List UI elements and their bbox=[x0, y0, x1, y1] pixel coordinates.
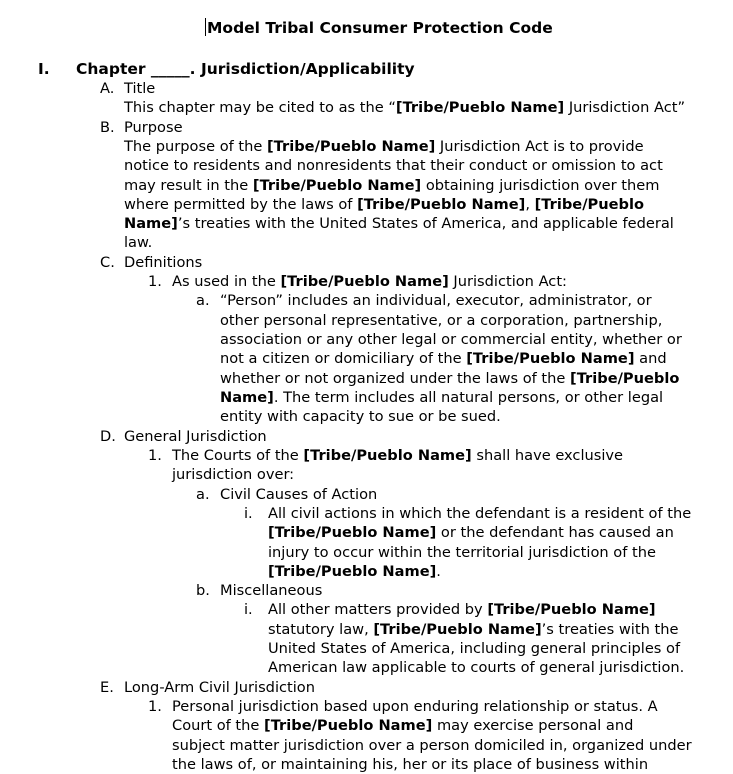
subheading-civil-causes: Civil Causes of Action bbox=[220, 486, 378, 503]
section-heading-purpose: Purpose bbox=[124, 119, 183, 136]
chapter-marker: I. bbox=[38, 60, 50, 78]
section-marker-c: C. bbox=[100, 254, 115, 271]
body-line: not a citizen or domiciliary of the [Tribe/Pueblo Name] and bbox=[220, 350, 667, 367]
body-line: association or any other legal or commercial entity, whether or bbox=[220, 331, 682, 348]
body-line: law. bbox=[124, 234, 153, 251]
item-marker-1: 1. bbox=[148, 447, 162, 464]
text-cursor bbox=[205, 18, 206, 36]
body-line: statutory law, [Tribe/Pueblo Name]’s treaties with the bbox=[268, 621, 679, 638]
body-line: subject matter jurisdiction over a person domiciled in, organized under bbox=[172, 737, 692, 754]
item-marker-b: b. bbox=[196, 582, 210, 599]
item-marker-i: i. bbox=[244, 601, 253, 618]
body-line: Personal jurisdiction based upon enduring relationship or status. A bbox=[172, 698, 658, 715]
body-line: As used in the [Tribe/Pueblo Name] Jurisdiction Act: bbox=[172, 273, 567, 290]
body-line: other personal representative, or a corporation, partnership, bbox=[220, 312, 663, 329]
body-line: Court of the [Tribe/Pueblo Name] may exercise personal and bbox=[172, 717, 634, 734]
section-heading-title: Title bbox=[124, 80, 156, 97]
item-marker-i: i. bbox=[244, 505, 253, 522]
chapter-heading: Chapter _____. Jurisdiction/Applicability bbox=[76, 60, 415, 78]
body-line: may result in the [Tribe/Pueblo Name] obtaining jurisdiction over them bbox=[124, 177, 660, 194]
body-line: This chapter may be cited to as the “[Tribe/Pueblo Name] Jurisdiction Act” bbox=[124, 99, 686, 116]
body-line: All civil actions in which the defendant is a resident of the bbox=[268, 505, 692, 522]
item-marker-1: 1. bbox=[148, 698, 162, 715]
section-marker-b: B. bbox=[100, 119, 115, 136]
body-line: where permitted by the laws of [Tribe/Pueblo Name], [Tribe/Pueblo bbox=[124, 196, 644, 213]
body-line: whether or not organized under the laws of the [Tribe/Pueblo bbox=[220, 370, 680, 387]
document-title: Model Tribal Consumer Protection Code bbox=[207, 19, 553, 37]
item-marker-a: a. bbox=[196, 486, 210, 503]
body-line: [Tribe/Pueblo Name]. bbox=[268, 563, 441, 580]
subheading-miscellaneous: Miscellaneous bbox=[220, 582, 323, 599]
body-line: Name]. The term includes all natural persons, or other legal bbox=[220, 389, 664, 406]
body-line: the laws of, or maintaining his, her or its place of business within bbox=[172, 756, 649, 773]
section-marker-a: A. bbox=[100, 80, 115, 97]
item-marker-1: 1. bbox=[148, 273, 162, 290]
body-line: United States of America, including general principles of bbox=[268, 640, 681, 657]
section-marker-e: E. bbox=[100, 679, 114, 696]
section-heading-long-arm: Long-Arm Civil Jurisdiction bbox=[124, 679, 315, 696]
body-line: entity with capacity to sue or be sued. bbox=[220, 408, 501, 425]
body-line: jurisdiction over: bbox=[172, 466, 295, 483]
section-heading-general-jurisdiction: General Jurisdiction bbox=[124, 428, 267, 445]
body-line: injury to occur within the territorial jurisdiction of the bbox=[268, 544, 656, 561]
body-line: The Courts of the [Tribe/Pueblo Name] shall have exclusive bbox=[172, 447, 624, 464]
body-line: The purpose of the [Tribe/Pueblo Name] Jurisdiction Act is to provide bbox=[124, 138, 644, 155]
item-marker-a: a. bbox=[196, 292, 210, 309]
body-line: [Tribe/Pueblo Name] or the defendant has caused an bbox=[268, 524, 674, 541]
body-line: Name]’s treaties with the United States of America, and applicable federal bbox=[124, 215, 674, 232]
body-line: All other matters provided by [Tribe/Pueblo Name] bbox=[268, 601, 656, 618]
body-line: “Person” includes an individual, executor, administrator, or bbox=[220, 292, 652, 309]
body-line: notice to residents and nonresidents that their conduct or omission to act bbox=[124, 157, 663, 174]
section-marker-d: D. bbox=[100, 428, 116, 445]
section-heading-definitions: Definitions bbox=[124, 254, 203, 271]
body-line: American law applicable to courts of general jurisdiction. bbox=[268, 659, 685, 676]
